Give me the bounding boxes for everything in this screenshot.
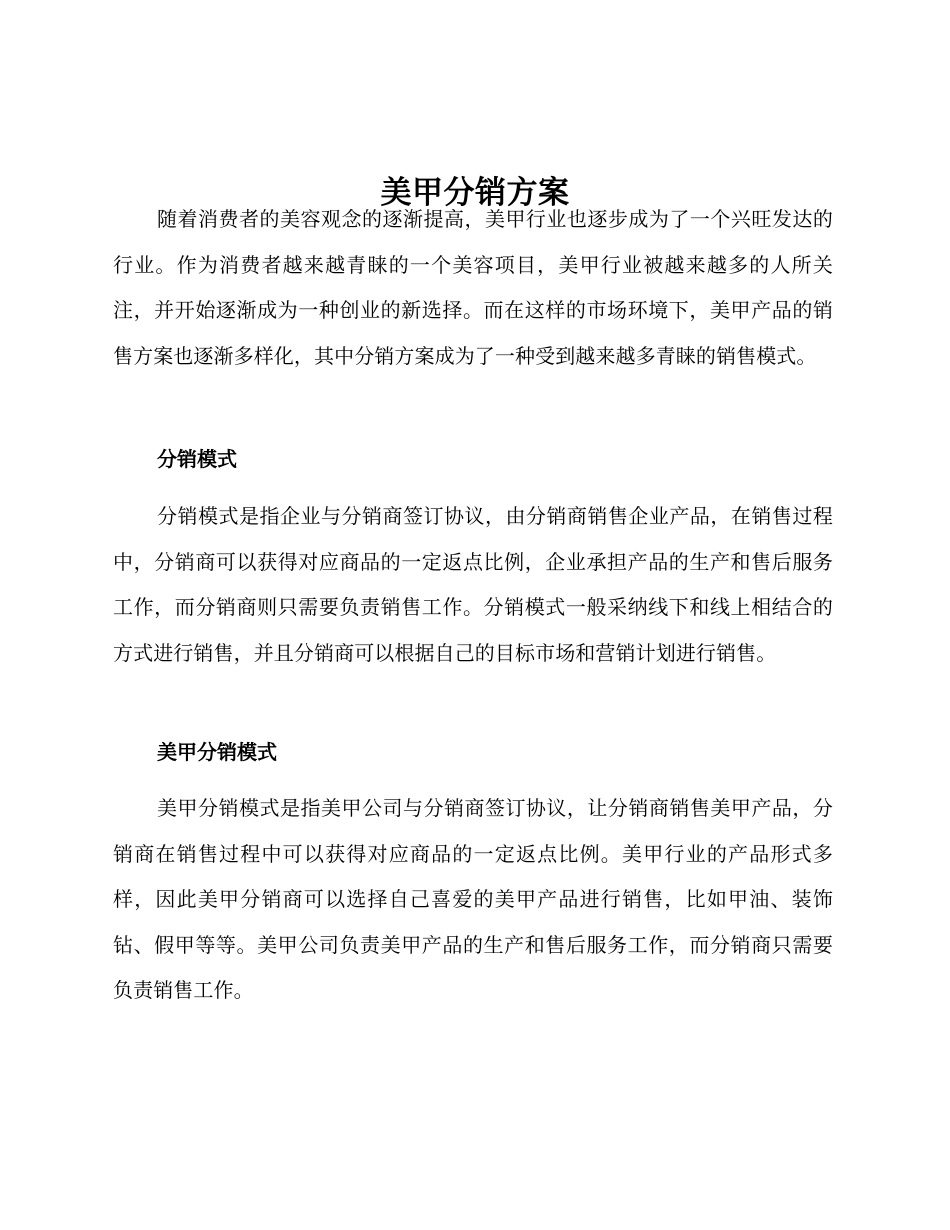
section-heading-nail-distribution-model: 美甲分销模式: [157, 740, 277, 764]
section-paragraph-nail-distribution-model: 美甲分销模式是指美甲公司与分销商签订协议，让分销商销售美甲产品，分销商在销售过程中可以获得对应商品的一定返点比例。美甲行业的产品形式多样，因此美甲分销商可以选择自己喜爱的美甲产品进行销售，比如甲油、装饰钻、假甲等等。美甲公司负责美甲产品的生产和售后服务工作，而分销商只需要负责销售工作。: [113, 796, 833, 1002]
intro-paragraph: 随着消费者的美容观念的逐渐提高，美甲行业也逐步成为了一个兴旺发达的行业。作为消费者越来越青睐的一个美容项目，美甲行业被越来越多的人所关注，并开始逐渐成为一种创业的新选择。而在这样的市场环境下，美甲产品的销售方案也逐渐多样化，其中分销方案成为了一种受到越来越多青睐的销售模式。: [113, 207, 833, 368]
section-paragraph-distribution-model: 分销模式是指企业与分销商签订协议，由分销商销售企业产品，在销售过程中，分销商可以获得对应商品的一定返点比例，企业承担产品的生产和售后服务工作，而分销商则只需要负责销售工作。分销模式一般采纳线下和线上相结合的方式进行销售，并且分销商可以根据自己的目标市场和营销计划进行销售。: [113, 504, 833, 665]
section-heading-distribution-model: 分销模式: [157, 447, 237, 471]
document-title: 美甲分销方案: [380, 174, 570, 211]
